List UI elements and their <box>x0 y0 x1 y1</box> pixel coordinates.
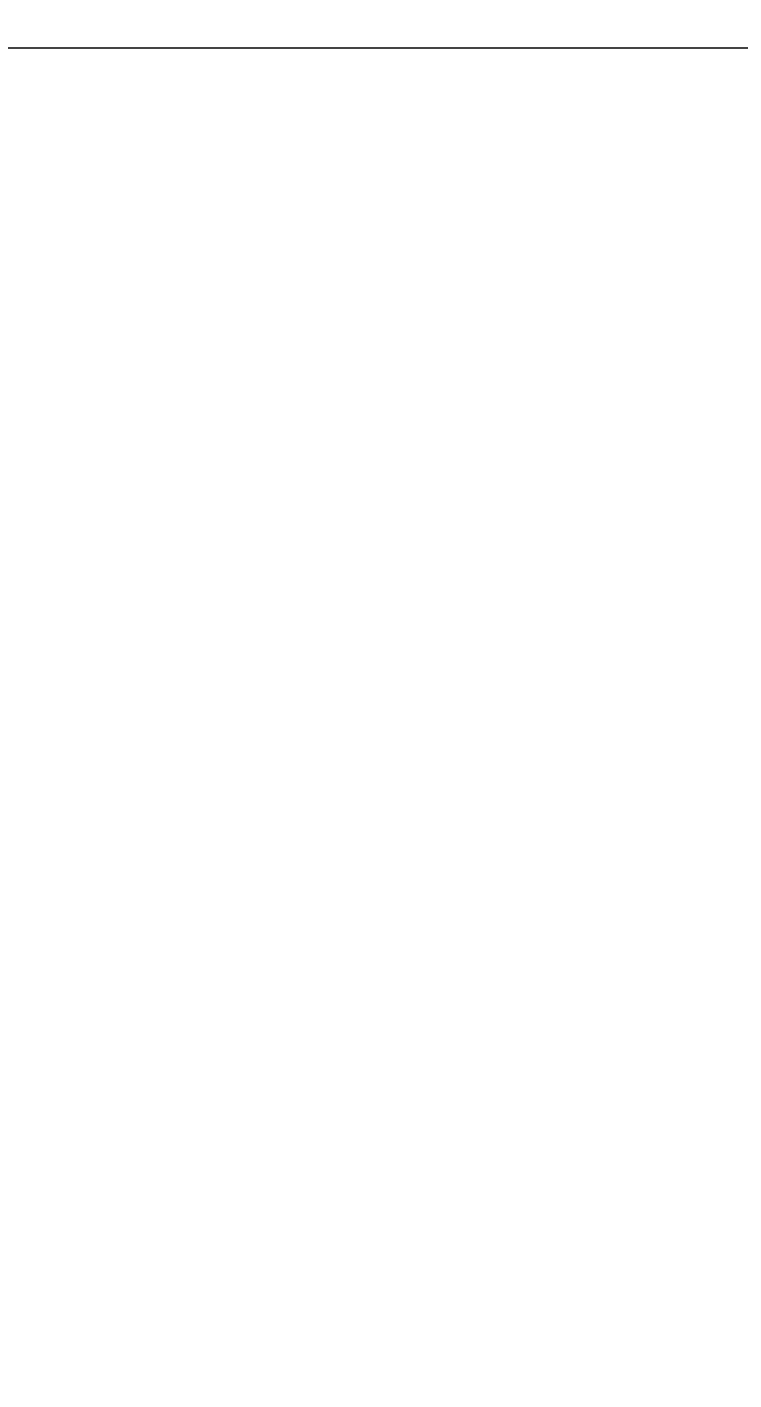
results-table <box>8 47 748 49</box>
table-header <box>0 0 761 47</box>
